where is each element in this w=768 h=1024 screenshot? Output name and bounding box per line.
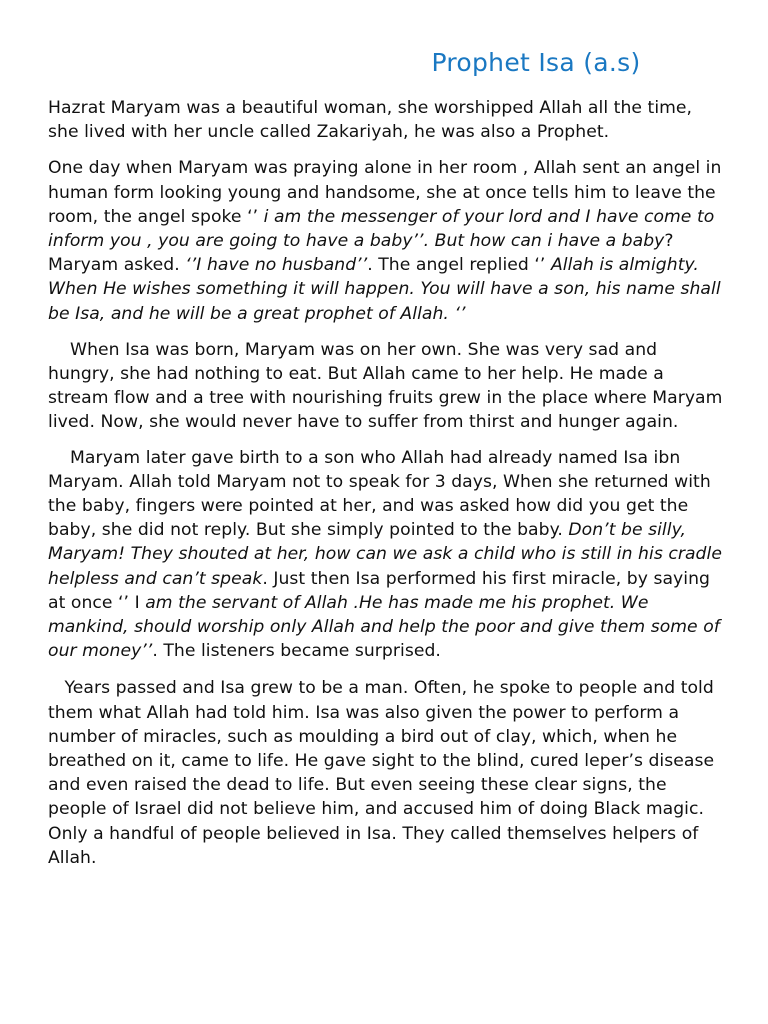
page-title: Prophet Isa (a.s) <box>431 48 641 77</box>
italic-text: Allah is almighty. When He wishes something it will happen. You will have a son, his name shall be Isa, and he will be a great prophet of Allah. ‘’ <box>48 255 721 324</box>
paragraph-3 <box>48 338 728 435</box>
body-text: ? Maryam asked. <box>48 231 674 276</box>
body-text: Years passed and Isa grew to be a man. Often, he spoke to people and told them what Allah had told him. Isa was also given the power to perform a number of miracles, such as moulding a bird out of clay, which, when he breathed on it, came to life. He gave sight to the blind, cured leper’s disease and even raised the dead to life. But even seeing these clear signs, the people of Israel did not believe him, and accused him of doing Black magic. Only a handful of people believed in Isa. They called themselves helpers of Allah. <box>48 678 715 868</box>
italic-text: am the servant of Allah .He has made me his prophet. We mankind, should worship only Allah and help the poor and give them some of our money’’ <box>48 592 720 662</box>
body-text: . The angel replied ‘’ <box>367 255 551 276</box>
body-text: One day when Maryam was praying alone in her room , Allah sent an angel in human form looking young and handsome, she at once tells him to leave the room, the angel spoke ‘’ <box>48 158 722 227</box>
body-text: When Isa was born, Maryam was on her own. She was very sad and hungry, she had nothing to eat. But Allah came to her help. He made a stream flow and a tree with nourishing fruits grew in the place where Maryam lived. Now, she would never have to suffer from thirst and hunger again. <box>48 339 723 433</box>
paragraph-4 <box>48 446 728 664</box>
body-text: Maryam later gave birth to a son who Allah had already named Isa ibn Maryam. Allah told Maryam not to speak for 3 days, When she returned with the baby, fingers were pointed at her, and was asked how did you get the baby, she did not reply. But she simply pointed to the baby. <box>48 447 711 541</box>
document-body <box>48 96 728 882</box>
paragraph-5 <box>48 676 728 870</box>
body-text: . The listeners became surprised. <box>152 641 441 662</box>
body-text: Hazrat Maryam was a beautiful woman, she worshipped Allah all the time, she lived with her uncle called Zakariyah, he was also a Prophet. <box>48 98 693 143</box>
italic-text: ‘’I have no husband’’ <box>185 255 368 276</box>
italic-text: i am the messenger of your lord and I have come to inform you , you are going to have a baby’’. But how can i have a baby <box>48 206 715 252</box>
italic-text: Don’t be silly, Maryam! They shouted at her, how can we ask a child who is still in his cradle helpless and can’t speak <box>48 520 722 589</box>
paragraph-1 <box>48 96 728 144</box>
body-text: . Just then Isa performed his first miracle, by saying at once ‘’ I <box>48 568 711 613</box>
paragraph-2 <box>48 156 728 325</box>
